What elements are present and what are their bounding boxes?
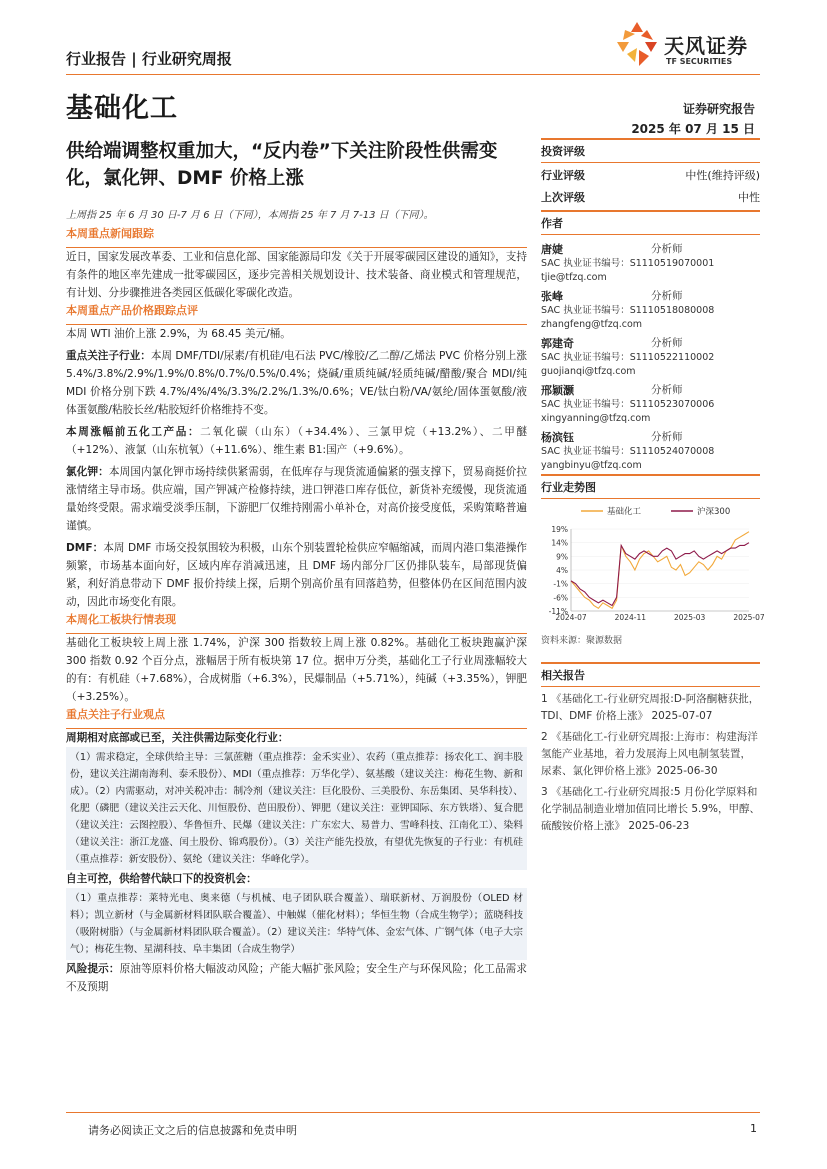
related-report-1[interactable]: 1 《基础化工-行业研究周报:D-阿洛酮糖获批，TDI、DMF 价格上涨》 2025-07-07 (541, 693, 760, 722)
series-line-沪深300 (571, 543, 749, 606)
chart-source: 资料来源：聚源数据 (541, 636, 623, 646)
logo-name-en: TF SECURITIES (666, 57, 733, 66)
top5-text: 二氧化碳（山东）（+34.4%）、三氯甲烷（+13.2%）、二甲醚（+12%）、液氯（山东杭氧）（+11.6%）、维生素 B1:国产（+9.6%）。 (66, 426, 527, 456)
y-tick-label: 9% (556, 552, 568, 562)
self-reliance-text: （1）重点推荐：莱特光电、奥来德（与机械、电子团队联合覆盖）、瑞联新材、万润股份（OLED 材料）；凯立新材（与金属新材料团队联合覆盖）、中触媒（催化材料）；华恒生物（合成生物学）；蓝晓科技（吸附树脂）（与金属新材料团队联合覆盖）。（2）建议关注：华特气体、金宏气体、广钢气体（电子大宗气）；梅花生物、星湖科技、阜丰集团（合成生物学） (66, 888, 527, 960)
y-tick-label: 14% (551, 538, 568, 548)
legend-label: 基础化工 (607, 507, 642, 517)
x-tick-label: 2025-03 (673, 613, 706, 622)
author-role: 分析师 (651, 243, 683, 255)
author-role: 分析师 (651, 290, 683, 302)
rating-block (541, 138, 760, 205)
focus-subindustry-text: 本周 DMF/TDI/尿素/有机硅/电石法 PVC/橡胶/乙二醇/乙烯法 PVC 价格分别上涨 5.4%/3.8%/2.9%/1.9%/0.8%/0.7%/0.5%/0.4%；烧碱/重质纯碱/轻质纯碱/醋酸/聚合 MDI/纯 MDI 价格分别下跌 4.7%/4%/4%/3.3%/2.2%/1.3%/0.6%；VE/钛白粉/VA/氨纶/固体蛋氨酸/液体蛋氨酸/粘胶长丝/粘胶短纤价格维持不变。 (66, 350, 528, 416)
report-kind: 证券研究报告 (682, 102, 755, 116)
risk-text: 原油等原料价格大幅波动风险；产能大幅扩张风险；安全生产与环保风险；化工品需求不及预期 (66, 963, 528, 993)
page-number: 1 (750, 1122, 757, 1135)
kcl-para (66, 463, 527, 535)
author-email[interactable]: yangbinyu@tfzq.com (541, 460, 642, 471)
dmf-text: 本周 DMF 市场交投氛围较为积极，山东个别装置轮检供应窄幅缩减，而周内港口集港操作频繁，市场基本面向好，区域内库存消减迅速，且 DMF 场内部分厂区仍排队装车，局部现货偏紧，利好消息带动下 DMF 报价持续上探，后期个别高价虽有回落趋势，但整体仍在区间范围内波动，因此市场变化有限。 (66, 542, 528, 608)
main-body (66, 207, 527, 996)
author-name: 唐婕 (541, 243, 563, 256)
trend-chart (541, 499, 765, 629)
section-market-text: 基础化工板块较上周上涨 1.74%，沪深 300 指数较上周上涨 0.82%。基础化工板块跑赢沪深 300 指数 0.92 个百分点，涨幅居于所有板块第 17 位。据申万分类，基础化工子行业周涨幅较大的有：有机硅（+7.68%），合成树脂（+6.3%），民爆制品（+5.71%），纯碱（+3.35%），钾肥（+3.25%）。 (66, 637, 527, 703)
related-report-2[interactable]: 2 《基础化工-行业研究周报:上海市：构建海洋氢能产业基地，着力发展海上风电制氢装置，尿素、氯化钾价格上涨》2025-06-30 (541, 731, 758, 777)
author-name: 杨滨钰 (541, 431, 574, 444)
author-sac: SAC 执业证书编号：S1110518080008 (541, 305, 715, 316)
report-type: 行业报告 | 行业研究周报 (66, 50, 232, 68)
section-price-title: 本周重点产品价格跟踪点评 (66, 304, 198, 317)
oil-price-text: 本周 WTI 油价上涨 2.9%，为 68.45 美元/桶。 (66, 328, 291, 340)
y-tick-label: -1% (553, 579, 568, 589)
author-name: 邢颖灏 (541, 384, 574, 397)
header-divider (66, 74, 760, 75)
top5-label: 本周涨幅前五化工产品： (66, 426, 201, 438)
section-news-title: 本周重点新闻跟踪 (66, 227, 154, 240)
logo-name: 天风证券 (664, 34, 748, 58)
author-role: 分析师 (651, 337, 683, 349)
related-title: 相关报告 (541, 669, 585, 682)
focus-subindustry-para (66, 347, 527, 419)
author-entry (541, 241, 760, 285)
period-note: 上周指 25 年 6 月 30 日-7 月 6 日（下同），本周指 25 年 7 月 7-13 日（下同）。 (66, 210, 434, 221)
risk-para (66, 960, 527, 996)
kcl-text: 本周国内氯化钾市场持续供紧需弱，在低库存与现货流通偏紧的强支撑下，贸易商挺价拉涨情绪主导市场。供应端，国产钾减产检修持续，进口钾港口库存低位，新货补充缓慢，现货流通量始终受限。需求端受淡季压制，下游肥厂仅维持刚需小单补仓，对高价接受度低，采购策略普遍谨慎。 (66, 466, 528, 532)
related-block (541, 662, 760, 835)
x-tick-label: 2024-07 (555, 613, 587, 622)
author-email[interactable]: zhangfeng@tfzq.com (541, 319, 643, 330)
author-role: 分析师 (651, 384, 683, 396)
author-email[interactable]: xingyanning@tfzq.com (541, 413, 651, 424)
legend-label: 沪深300 (697, 507, 731, 517)
author-entry (541, 335, 760, 379)
y-tick-label: 4% (556, 566, 568, 575)
author-sac: SAC 执业证书编号：S1110522110002 (541, 352, 715, 363)
y-tick-label: -11% (548, 607, 568, 616)
dmf-label: DMF： (66, 542, 104, 554)
tf-logo-icon (613, 20, 661, 72)
rating-value: 中性(维持评级) (685, 169, 760, 182)
self-reliance-subtitle: 自主可控，供给替代缺口下的投资机会： (66, 873, 257, 885)
author-entry (541, 429, 760, 473)
author-sac: SAC 执业证书编号：S1110523070006 (541, 399, 715, 410)
author-role: 分析师 (651, 431, 683, 443)
author-sac: SAC 执业证书编号：S1110519070001 (541, 258, 715, 269)
related-report-3[interactable]: 3 《基础化工-行业研究周报:5 月份化学原料和化学制品制造业增加值同比增长 5.9%，甲醇、硫酸铵价格上涨》 2025-06-23 (541, 786, 761, 832)
focus-subindustry-label: 重点关注子行业： (66, 350, 151, 362)
report-date: 2025 年 07 月 15 日 (631, 122, 755, 136)
views-subtitle: 周期相对底部或已至，关注供需边际变化行业： (66, 732, 289, 744)
section-market-title: 本周化工板块行情表现 (66, 613, 176, 626)
chart-title: 行业走势图 (541, 481, 596, 494)
author-entry (541, 288, 760, 332)
author-email[interactable]: guojianqi@tfzq.com (541, 366, 636, 377)
authors-title: 作者 (541, 217, 563, 230)
x-tick-label: 2024-11 (614, 613, 647, 622)
views-text: （1）需求稳定，全球供给主导：三氯蔗糖（重点推荐：金禾实业）、农药（重点推荐：扬农化工、润丰股份，建议关注湖南海利、泰禾股份）、MDI（重点推荐：万华化学）、氨基酸（建议关注：梅花生物、新和成）。（2）内需驱动，对冲关税冲击：制冷剂（建议关注：巨化股份、三美股份、东岳集团、昊华科技）、化肥（磷肥（建议关注云天化、川恒股份、芭田股份）、钾肥（建议关注：亚钾国际、东方铁塔）、复合肥（建议关注：云图控股）、华鲁恒升、民爆（建议关注：广东宏大、易普力、雪峰科技、江南化工）、染料（建议关注：浙江龙盛、闰土股份、锦鸡股份）。（3）关注产能先投放，有望优先恢复的子行业：有机硅（重点推荐：新安股份）、氨纶（建议关注：华峰化学）。 (66, 747, 527, 870)
trend-chart-block (541, 474, 765, 646)
y-tick-label: 19% (551, 525, 568, 534)
footer-divider (66, 1112, 760, 1113)
report-title: 供给端调整权重加大，“反内卷”下关注阶段性供需变化，氯化钾、DMF 价格上涨 (66, 141, 498, 189)
rating-label: 行业评级 (541, 169, 585, 182)
footer-disclaimer[interactable]: 请务必阅读正文之后的信息披露和免责申明 (88, 1124, 297, 1137)
author-email[interactable]: tjie@tfzq.com (541, 272, 607, 283)
rating-title: 投资评级 (541, 145, 585, 158)
prev-rating-value: 中性 (738, 191, 760, 204)
kcl-label: 氯化钾： (66, 466, 109, 478)
section-views-title: 重点关注子行业观点 (66, 708, 165, 721)
author-sac: SAC 执业证书编号：S1110524070008 (541, 446, 715, 457)
top5-para (66, 423, 527, 459)
author-entry (541, 382, 760, 426)
dmf-para (66, 539, 527, 611)
section-news-text: 近日，国家发展改革委、工业和信息化部、国家能源局印发《关于开展零碳园区建设的通知》，支持有条件的地区率先建成一批零碳园区，逐步完善相关规划设计、技术装备、商业模式和管理规范，有计划、分步骤推进各类园区低碳化零碳化改造。 (66, 251, 527, 299)
y-tick-label: -6% (553, 593, 568, 603)
x-tick-label: 2025-07 (733, 613, 765, 622)
industry-title: 基础化工 (66, 93, 178, 124)
authors-block (541, 210, 760, 476)
author-name: 张峰 (541, 290, 563, 303)
risk-label: 风险提示： (66, 963, 120, 975)
author-name: 郭建奇 (541, 337, 574, 350)
prev-rating-label: 上次评级 (541, 191, 585, 204)
